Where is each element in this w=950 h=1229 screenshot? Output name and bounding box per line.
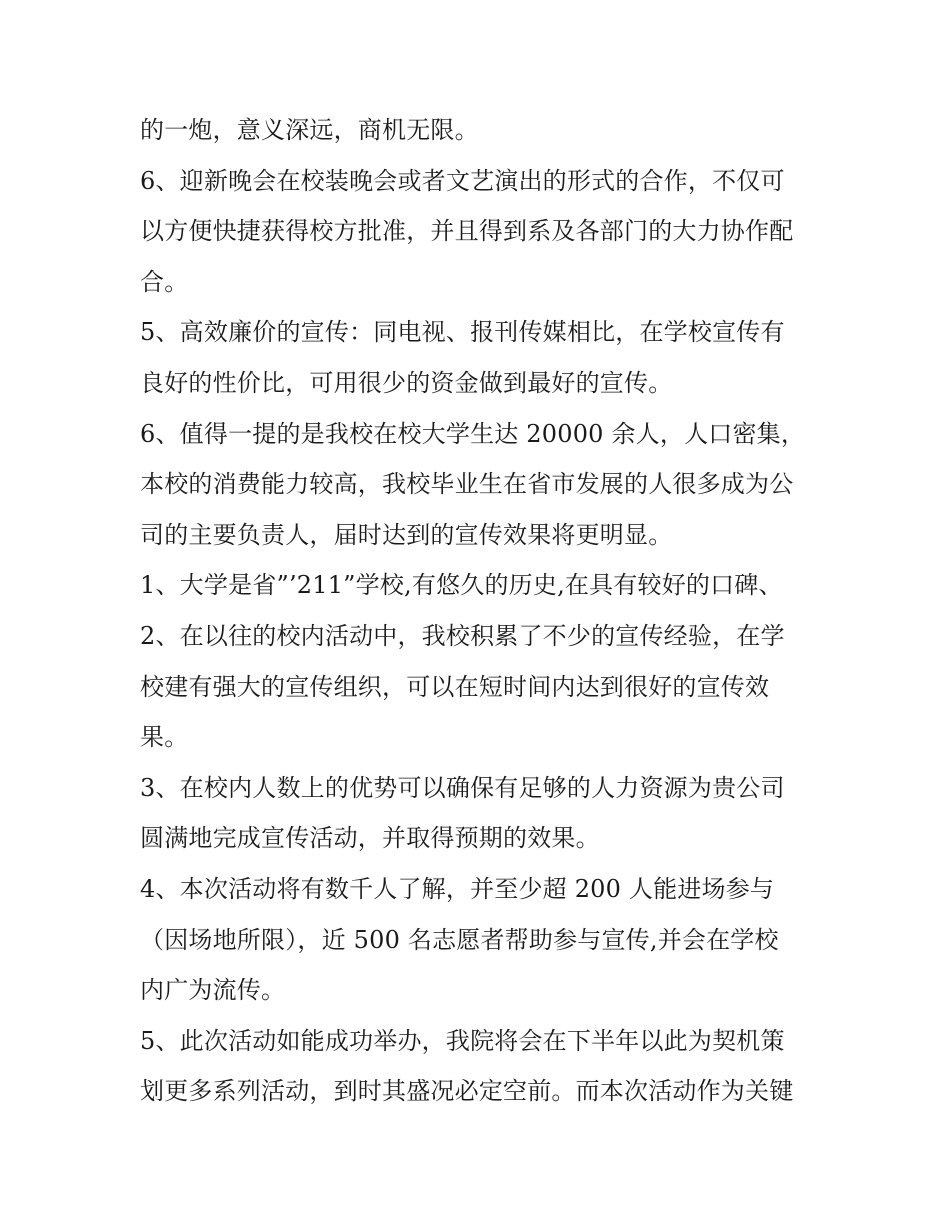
text-line: 良好的性价比，可用很少的资金做到最好的宣传。 xyxy=(140,368,673,397)
text-line: 本校的消费能力较高，我校毕业生在省市发展的人很多成为公 xyxy=(140,470,794,499)
text-line: 3、在校内人数上的优势可以确保有足够的人力资源为贵公司 xyxy=(140,773,785,802)
text-line: 6、值得一提的是我校在校大学生达 20000 余人，人口密集， xyxy=(140,419,806,448)
text-line: 合。 xyxy=(140,267,189,296)
text-line: 5、此次活动如能成功举办，我院将会在下半年以此为契机策 xyxy=(140,1026,785,1055)
body-text xyxy=(140,105,820,1117)
text-line: 圆满地完成宣传活动，并取得预期的效果。 xyxy=(140,824,600,853)
text-line: （因场地所限），近 500 名志愿者帮助参与宣传,并会在学校 xyxy=(140,925,779,954)
text-line: 以方便快捷获得校方批准，并且得到系及各部门的大力协作配 xyxy=(140,217,794,246)
text-line: 4、本次活动将有数千人了解，并至少超 200 人能进场参与 xyxy=(140,874,775,903)
text-line: 1、大学是省”’211”学校,有悠久的历史,在具有较好的口碑、 xyxy=(140,571,783,600)
text-line: 司的主要负责人，届时达到的宣传效果将更明显。 xyxy=(140,520,673,549)
text-line: 内广为流传。 xyxy=(140,976,286,1005)
text-line: 果。 xyxy=(140,723,189,752)
text-line: 6、迎新晚会在校装晚会或者文艺演出的形式的合作，不仅可 xyxy=(140,166,785,195)
text-line: 5、高效廉价的宣传：同电视、报刊传媒相比，在学校宣传有 xyxy=(140,318,785,347)
text-line: 划更多系列活动，到时其盛况必定空前。而本次活动作为关键 xyxy=(140,1077,794,1106)
text-line: 2、在以往的校内活动中，我校积累了不少的宣传经验，在学 xyxy=(140,621,785,650)
text-line: 的一炮，意义深远，商机无限。 xyxy=(140,116,479,144)
text-line: 校建有强大的宣传组织，可以在短时间内达到很好的宣传效 xyxy=(140,672,770,701)
